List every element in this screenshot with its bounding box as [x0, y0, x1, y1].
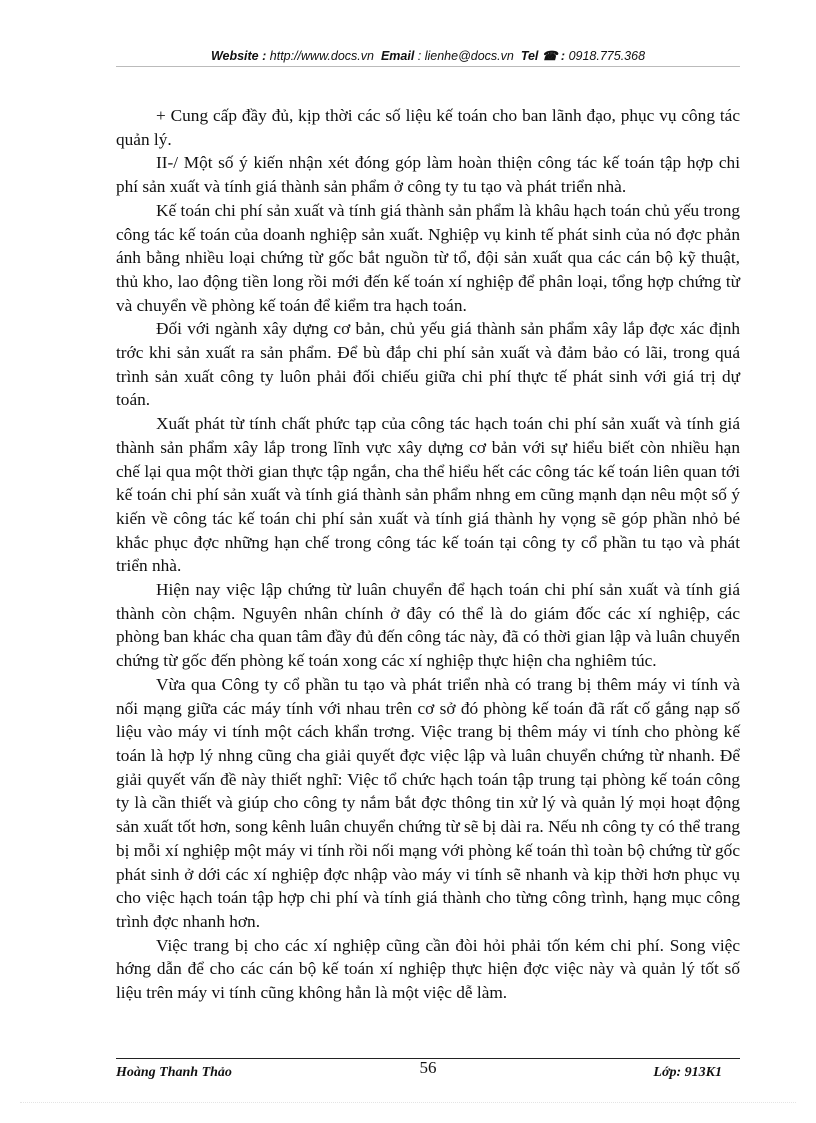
page-footer	[116, 1058, 740, 1085]
section-heading: II-/ Một số ý kiến nhận xét đóng góp làm hoàn thiện công tác kế toán tập hợp chi phí sản xuất và tính giá thành sản phẩm ở công ty tu tạo và phát triển nhà.	[116, 153, 740, 197]
page-number: 56	[419, 1058, 437, 1077]
paragraph: Xuất phát từ tính chất phức tạp của công tác hạch toán chi phí sản xuất và tính giá thành sản phẩm xây lắp trong lĩnh vực xây dựng cơ bản với sự hiểu biết còn nhiều hạn chế lại qua một thời gian thực tập ngắn, cha thể hiểu hết các công tác kế toán liên quan tới kế toán chi phí sản xuất và tính giá thành sản phẩm nhng em cũng mạnh dạn nêu một số ý kiến về công tác kế toán chi phí sản xuất và tính giá thành hy vọng sẽ góp phần nhỏ bé khắc phục đợc những hạn chế trong công tác kế toán tại công ty cổ phần tu tạo và phát triển nhà.	[116, 414, 740, 576]
page-header	[116, 48, 740, 63]
tel-label: Tel ☎ :	[520, 49, 566, 63]
paragraph: Hiện nay việc lập chứng từ luân chuyển để hạch toán chi phí sản xuất và tính giá thành còn chậm. Nguyên nhân chính ở đây có thể là do giám đốc các xí nghiệp, các phòng ban khác cha quan tâm đầy đủ đến công tác này, đã có thời gian lập và luân chuyển chứng từ gốc đến phòng kế toán xong các xí nghiệp thực hiện cha nghiêm túc.	[116, 580, 740, 671]
paragraph: Vừa qua Công ty cổ phần tu tạo và phát triển nhà có trang bị thêm máy vi tính và nối mạng giữa các máy tính với nhau trên cơ sở đó phòng kế toán đã rất cố gắng nạp số liệu vào máy vi tính một cách khẩn trơng. Việc trang bị thêm máy vi tính cho phòng kế toán là hợp lý nhng cũng cha giải quyết đợc việc lập và luân chuyển chứng từ nhanh. Để giải quyết vấn đề này thiết nghĩ: Việc tổ chức hạch toán tập trung tại phòng kế toán công ty là cần thiết và giúp cho công ty nắm bắt đợc thông tin xử lý và quản lý mọi hoạt động sản xuất tốt hơn, song kênh luân chuyển chứng từ sẽ bị dài ra. Nếu nh công ty có thể trang bị mỗi xí nghiệp một máy vi tính rồi nối mạng với phòng kế toán thì toàn bộ chứng từ gốc phát sinh ở dới các xí nghiệp đợc nhập vào máy vi tính sẽ nhanh và kịp thời hơn phục vụ cho việc hạch toán tập hợp chi phí và tính giá thành cho từng công trình, hạng mục công trình đợc nhanh hơn.	[116, 674, 740, 931]
email-link[interactable]: : lienhe@docs.vn	[417, 49, 514, 63]
bottom-dotted-line	[20, 1102, 796, 1103]
paragraph: Việc trang bị cho các xí nghiệp cũng cần đòi hỏi phải tốn kém chi phí. Song việc hớng dẫn để cho các cán bộ kế toán xí nghiệp thực hiện đợc việc này và quản lý tốt số liệu trên máy vi tính cũng không hẳn là một việc dễ làm.	[116, 935, 740, 1003]
document-body	[116, 104, 740, 1005]
paragraph: Đối với ngành xây dựng cơ bản, chủ yếu giá thành sản phẩm xây lắp đợc xác định trớc khi sản xuất ra sản phẩm. Để bù đắp chi phí sản xuất và đảm bảo có lãi, trong quá trình sản xuất công ty luôn phải đối chiếu giữa chi phí thực tế phát sinh với giá trị dự toán.	[116, 319, 740, 410]
email-label: Email	[380, 49, 415, 63]
class-label: Lớp: 913K1	[653, 1065, 722, 1080]
author-name: Hoàng Thanh Thảo	[116, 1065, 232, 1080]
paragraph: + Cung cấp đầy đủ, kịp thời các số liệu kế toán cho ban lãnh đạo, phục vụ công tác quản lý.	[116, 106, 740, 149]
tel-value: 0918.775.368	[568, 49, 646, 63]
header-divider	[116, 66, 740, 67]
website-link[interactable]: http://www.docs.vn	[269, 49, 374, 63]
paragraph: Kế toán chi phí sản xuất và tính giá thành sản phẩm là khâu hạch toán chủ yếu trong công tác kế toán của doanh nghiệp sản xuất. Nghiệp vụ kinh tế phát sinh của nó đợc phản ánh bằng nhiều loại chứng từ gốc bắt nguồn từ tổ, đội sản xuất qua các cán bộ kỹ thuật, thủ kho, lao động tiền long rồi mới đến kế toán xí nghiệp để phân loại, tổng hợp chứng từ và chuyển về phòng kế toán để kiểm tra hạch toán.	[116, 200, 740, 315]
website-label: Website :	[210, 49, 267, 63]
